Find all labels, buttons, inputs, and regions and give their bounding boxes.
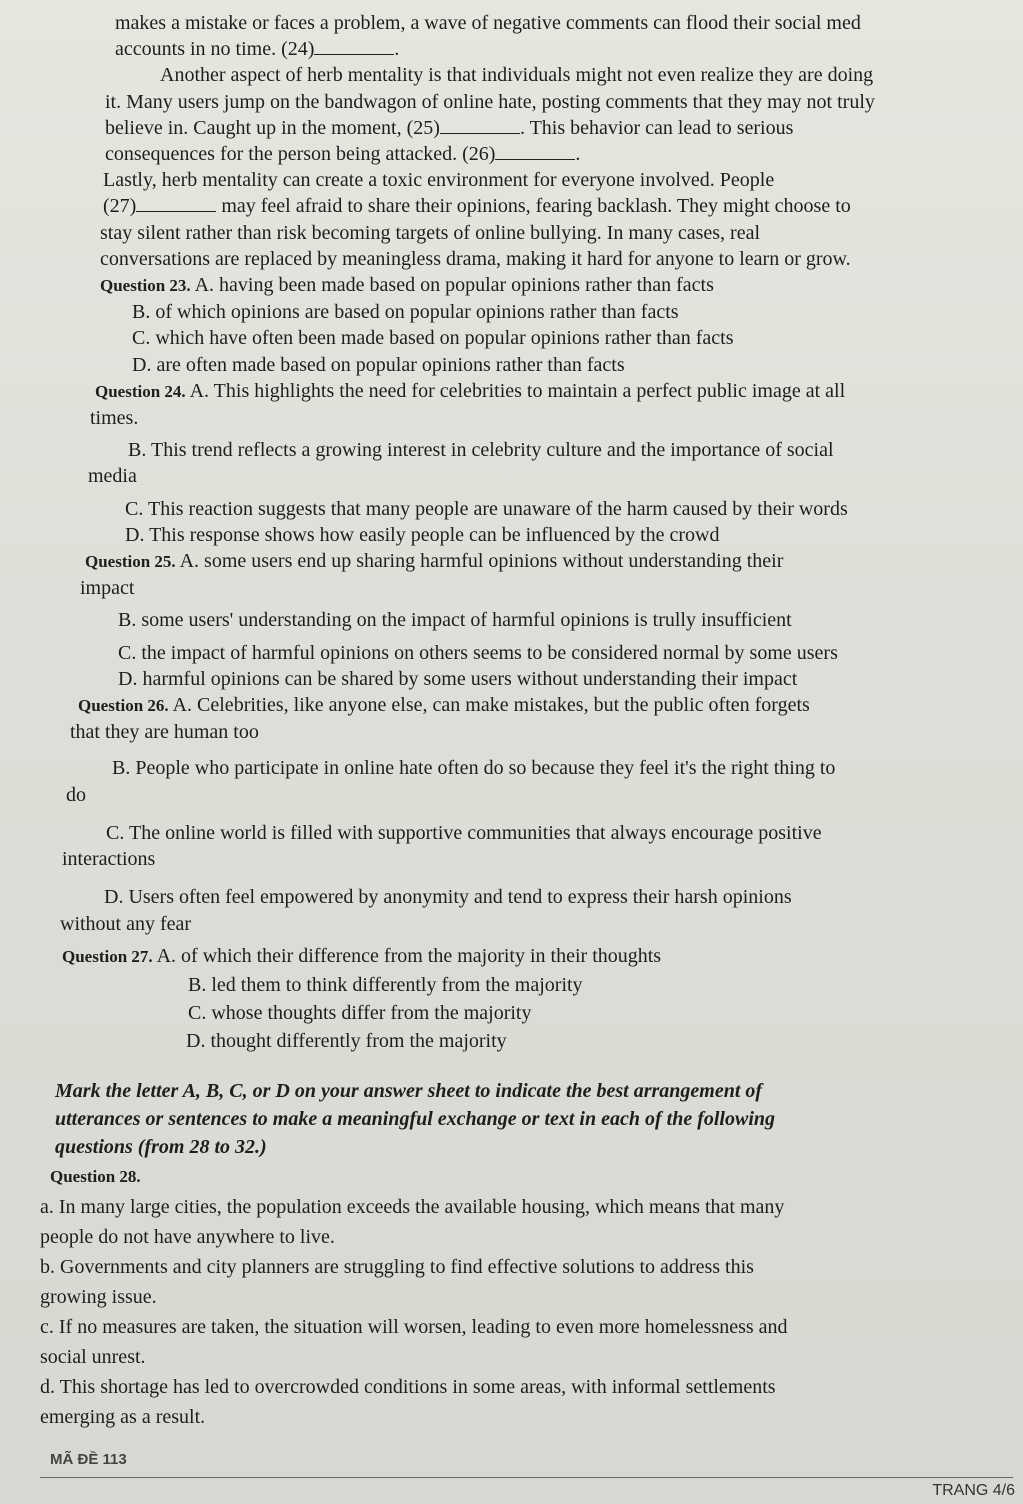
- sentence-d-cont: emerging as a result.: [40, 1405, 206, 1428]
- question-24: [60, 378, 1005, 548]
- question-label: Question 23.: [100, 276, 191, 296]
- section-instruction: Mark the letter A, B, C, or D on your answer sheet to indicate the best arrangement of utterances or sentences to make a meaningful exchange or text in each of the following questions (from 28 to 32.): [55, 1079, 775, 1158]
- footer-rule: [40, 1477, 1013, 1478]
- option-b-cont: do: [66, 783, 86, 806]
- option-a: A. This highlights the need for celebrities to maintain a perfect public image at all: [189, 379, 846, 402]
- sentence-a-cont: people do not have anywhere to live.: [40, 1225, 335, 1248]
- option-c: C. whose thoughts differ from the majority: [188, 1002, 532, 1025]
- question-23: [60, 272, 1005, 378]
- blank-25: [440, 117, 520, 134]
- sentence-c-cont: social unrest.: [40, 1345, 146, 1368]
- page-number: TRANG 4/6: [932, 1482, 1015, 1499]
- question-27: [60, 943, 1005, 1055]
- option-d: D. Users often feel empowered by anonymity and tend to express their harsh opinions: [104, 886, 792, 909]
- question-label: Question 27.: [62, 946, 153, 966]
- passage-line: stay silent rather than risk becoming targets of online bullying. In many cases, real: [100, 221, 761, 244]
- option-a-cont: times.: [90, 407, 139, 430]
- blank-24: [314, 38, 394, 55]
- sentence-b-cont: growing issue.: [40, 1285, 157, 1308]
- passage-line: Lastly, herb mentality can create a toxic environment for everyone involved. People: [103, 169, 775, 192]
- option-c: C. The online world is filled with supportive communities that always encourage positive: [106, 821, 822, 844]
- passage-line: consequences for the person being attacked. (26) .: [105, 143, 581, 166]
- option-a: A. having been made based on popular opinions rather than facts: [194, 274, 714, 297]
- option-b-cont: media: [88, 465, 137, 488]
- passage-line: conversations are replaced by meaningless drama, making it hard for anyone to learn or grow.: [100, 247, 851, 270]
- question-label: Question 26.: [78, 696, 169, 716]
- option-b: B. People who participate in online hate often do so because they feel it's the right thing to: [112, 757, 836, 780]
- passage-line: Another aspect of herb mentality is that individuals might not even realize they are doing: [160, 64, 874, 87]
- option-b: B. This trend reflects a growing interest in celebrity culture and the importance of social: [128, 439, 834, 462]
- option-d-cont: without any fear: [60, 912, 192, 935]
- option-a: A. Celebrities, like anyone else, can make mistakes, but the public often forgets: [172, 694, 810, 717]
- sentence-c: c. If no measures are taken, the situation will worsen, leading to even more homelessness and: [40, 1315, 788, 1338]
- question-label: Question 24.: [95, 381, 186, 401]
- option-c-cont: interactions: [62, 848, 156, 871]
- blank-26: [495, 143, 575, 160]
- question-25: [60, 548, 1005, 692]
- question-28: [40, 1161, 1005, 1432]
- option-c: C. This reaction suggests that many people are unaware of the harm caused by their words: [125, 497, 848, 520]
- option-a-cont: impact: [80, 577, 135, 600]
- sentence-a: a. In many large cities, the population exceeds the available housing, which means that many: [40, 1195, 785, 1218]
- question-label: Question 25.: [85, 552, 176, 572]
- option-b: B. some users' understanding on the impact of harmful opinions is trully insufficient: [118, 609, 792, 632]
- question-26: [60, 692, 1005, 937]
- option-d: D. thought differently from the majority: [186, 1030, 507, 1053]
- passage-line: accounts in no time. (24) .: [115, 38, 400, 61]
- passage-line: it. Many users jump on the bandwagon of online hate, posting comments that they may not truly: [105, 90, 875, 113]
- option-c: C. which have often been made based on popular opinions rather than facts: [132, 327, 734, 350]
- option-a: A. of which their difference from the majority in their thoughts: [156, 944, 662, 967]
- question-label: Question 28.: [50, 1166, 141, 1186]
- option-d: D. This response shows how easily people can be influenced by the crowd: [125, 523, 720, 546]
- blank-27: [136, 195, 216, 212]
- option-d: D. are often made based on popular opinions rather than facts: [132, 353, 625, 376]
- option-a: A. some users end up sharing harmful opinions without understanding their: [179, 550, 784, 573]
- passage-line: makes a mistake or faces a problem, a wave of negative comments can flood their social med: [115, 12, 861, 34]
- exam-code: MÃ ĐỀ 113: [50, 1451, 127, 1468]
- passage-line: believe in. Caught up in the moment, (25) . This behavior can lead to serious: [105, 116, 794, 139]
- option-b: B. led them to think differently from the majority: [188, 973, 583, 996]
- option-b: B. of which opinions are based on popular opinions rather than facts: [132, 301, 679, 324]
- passage-line: (27) may feel afraid to share their opinions, fearing backlash. They might choose to: [103, 195, 851, 218]
- option-d: D. harmful opinions can be shared by some users without understanding their impact: [118, 667, 798, 690]
- option-c: C. the impact of harmful opinions on others seems to be considered normal by some users: [118, 641, 838, 664]
- option-a-cont: that they are human too: [70, 721, 259, 744]
- sentence-d: d. This shortage has led to overcrowded conditions in some areas, with informal settlements: [40, 1375, 776, 1398]
- reading-passage: [60, 10, 1005, 272]
- sentence-b: b. Governments and city planners are struggling to find effective solutions to address this: [40, 1255, 754, 1278]
